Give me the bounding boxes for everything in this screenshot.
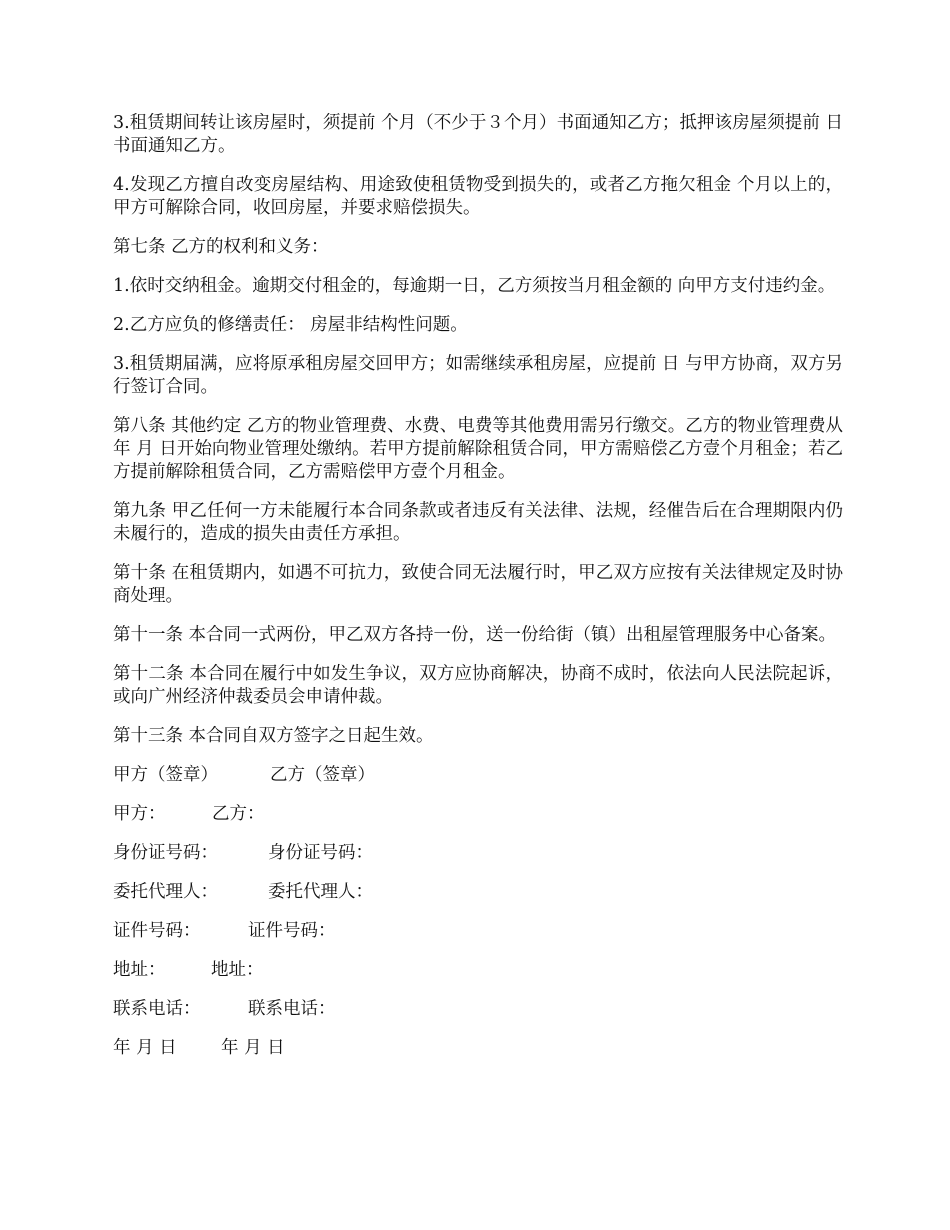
signature-row-id-number xyxy=(113,842,843,865)
signature-row-seal xyxy=(113,764,843,787)
clause-repair-duty: 2.乙方应负的修缮责任： 房屋非结构性问题。 xyxy=(113,315,468,335)
party-a-date-label: 年 月 日 xyxy=(113,1038,177,1058)
clause-lessor-termination: 4.发现乙方擅自改变房屋结构、用途致使租赁物受到损失的，或者乙方拖欠租金 个月以上的，甲方可解除合同，收回房屋，并要求赔偿损失。 xyxy=(113,175,843,218)
party-b-agent-label: 委托代理人： xyxy=(268,882,373,902)
party-a-id-label: 身份证号码： xyxy=(113,843,218,863)
article-7-heading: 第七条 乙方的权利和义务： xyxy=(113,237,329,257)
party-a-certificate-label: 证件号码： xyxy=(113,921,201,941)
signature-row-date xyxy=(113,1037,843,1060)
article-13-effective: 第十三条 本合同自双方签字之日起生效。 xyxy=(113,726,434,746)
party-b-date-label: 年 月 日 xyxy=(221,1038,285,1058)
article-10-force-majeure: 第十条 在租赁期内，如遇不可抗力，致使合同无法履行时，甲乙双方应按有关法律规定及时协商处理。 xyxy=(113,563,843,606)
article-12-disputes: 第十二条 本合同在履行中如发生争议，双方应协商解决，协商不成时，依法向人民法院起诉，或向广州经济仲裁委员会申请仲裁。 xyxy=(113,664,843,707)
signature-row-certificate xyxy=(113,920,843,943)
signature-row-phone xyxy=(113,998,843,1021)
party-a-label: 甲方： xyxy=(113,804,166,824)
article-9-breach: 第九条 甲乙任何一方未能履行本合同条款或者违反有关法律、法规，经催告后在合理期限内仍未履行的，造成的损失由责任方承担。 xyxy=(113,501,843,544)
clause-rent-payment: 1.依时交纳租金。逾期交付租金的，每逾期一日，乙方须按当月租金额的 向甲方支付违约金。 xyxy=(113,276,836,296)
contract-body xyxy=(113,112,843,1076)
clause-lease-expiry: 3.租赁期届满，应将原承租房屋交回甲方；如需继续承租房屋，应提前 日 与甲方协商，双方另行签订合同。 xyxy=(113,354,843,397)
article-11-copies: 第十一条 本合同一式两份，甲乙双方各持一份，送一份给街（镇）出租屋管理服务中心备案。 xyxy=(113,625,837,645)
party-a-address-label: 地址： xyxy=(113,960,166,980)
party-b-id-label: 身份证号码： xyxy=(268,843,373,863)
signature-row-party xyxy=(113,803,843,826)
article-8-other-terms: 第八条 其他约定 乙方的物业管理费、水费、电费等其他费用需另行缴交。乙方的物业管理费从 年 月 日开始向物业管理处缴纳。若甲方提前解除租赁合同，甲方需赔偿乙方壹个月租金；若乙方提前解除租赁合同，乙方需赔偿甲方壹个月租金。 xyxy=(113,416,843,482)
signature-row-agent xyxy=(113,881,843,904)
party-b-address-label: 地址： xyxy=(211,960,264,980)
party-b-phone-label: 联系电话： xyxy=(248,999,336,1019)
party-a-seal-label: 甲方（签章） xyxy=(113,765,218,785)
signature-row-address xyxy=(113,959,843,982)
party-b-seal-label: 乙方（签章） xyxy=(270,765,375,785)
party-a-phone-label: 联系电话： xyxy=(113,999,201,1019)
party-b-certificate-label: 证件号码： xyxy=(248,921,336,941)
clause-lessor-transfer-notice: 3.租赁期间转让该房屋时，须提前 个月（不少于３个月）书面通知乙方；抵押该房屋须提前 日书面通知乙方。 xyxy=(113,113,843,156)
party-b-label: 乙方： xyxy=(212,804,265,824)
party-a-agent-label: 委托代理人： xyxy=(113,882,218,902)
